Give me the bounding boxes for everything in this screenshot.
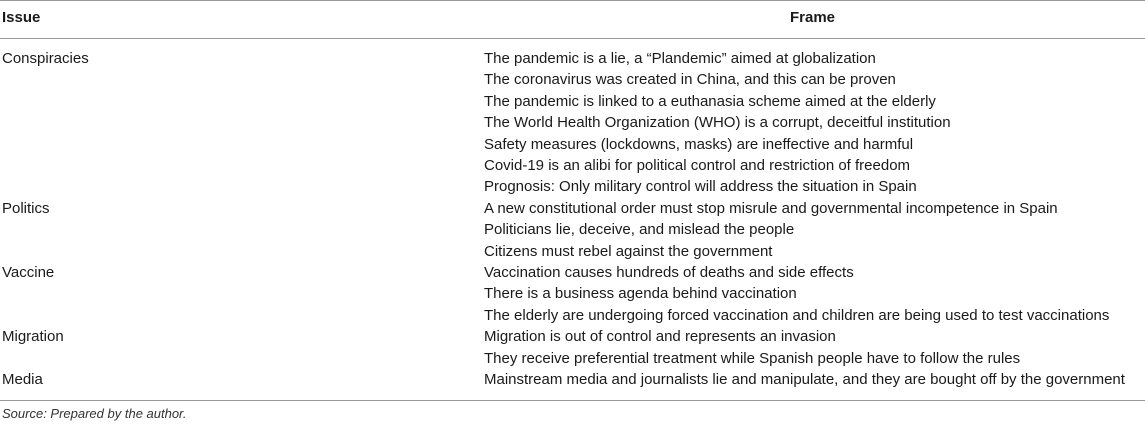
frame-item: There is a business agenda behind vaccination — [484, 285, 797, 303]
table-header-row — [0, 9, 1145, 31]
frame-cell — [484, 48, 1145, 198]
table-bottom-rule — [0, 400, 1145, 401]
frame-cell — [484, 198, 1145, 262]
frame-item: The World Health Organization (WHO) is a corrupt, deceitful institution — [484, 114, 951, 132]
frame-item: Politicians lie, deceive, and mislead the people — [484, 221, 795, 239]
table-row-media — [0, 369, 1145, 390]
frame-item: The elderly are undergoing forced vaccination and children are being used to test vaccinations — [484, 306, 1110, 324]
table-top-rule — [0, 0, 1145, 1]
frame-item: Migration is out of control and represents an invasion — [484, 328, 836, 346]
frame-item: Covid-19 is an alibi for political control and restriction of freedom — [484, 157, 911, 175]
issue-cell: Media — [2, 371, 43, 389]
table-row-migration — [0, 326, 1145, 369]
issue-cell: Conspiracies — [2, 50, 89, 67]
frame-item: A new constitutional order must stop misrule and governmental incompetence in Spain — [484, 199, 1058, 217]
frame-item: The pandemic is linked to a euthanasia scheme aimed at the elderly — [484, 92, 936, 110]
frame-item: Safety measures (lockdowns, masks) are ineffective and harmful — [484, 135, 914, 153]
frame-item: Prognosis: Only military control will address the situation in Spain — [484, 178, 917, 196]
issue-cell: Politics — [2, 199, 50, 217]
table-body — [0, 48, 1145, 391]
issue-cell: Vaccine — [2, 264, 55, 282]
frame-cell — [484, 262, 1145, 326]
frame-item: Citizens must rebel against the government — [484, 242, 773, 260]
frame-item: Mainstream media and journalists lie and manipulate, and they are bought off by the government — [484, 371, 1125, 389]
table-row-politics — [0, 198, 1145, 262]
header-frame: Frame — [790, 9, 836, 26]
frame-item: Vaccination causes hundreds of deaths and side effects — [484, 264, 854, 282]
frame-item: The coronavirus was created in China, and this can be proven — [484, 71, 896, 89]
table-row-conspiracies — [0, 48, 1145, 198]
source-note: Source: Prepared by the author. — [2, 406, 187, 421]
table-header-rule — [0, 38, 1145, 39]
frame-item: They receive preferential treatment while Spanish people have to follow the rules — [484, 349, 1021, 367]
frame-cell — [484, 326, 1145, 369]
frame-item: The pandemic is a lie, a “Plandemic” aimed at globalization — [484, 50, 876, 67]
table-row-vaccine — [0, 262, 1145, 326]
issue-cell: Migration — [2, 328, 64, 346]
header-issue: Issue — [2, 9, 41, 26]
frame-cell — [484, 369, 1145, 390]
